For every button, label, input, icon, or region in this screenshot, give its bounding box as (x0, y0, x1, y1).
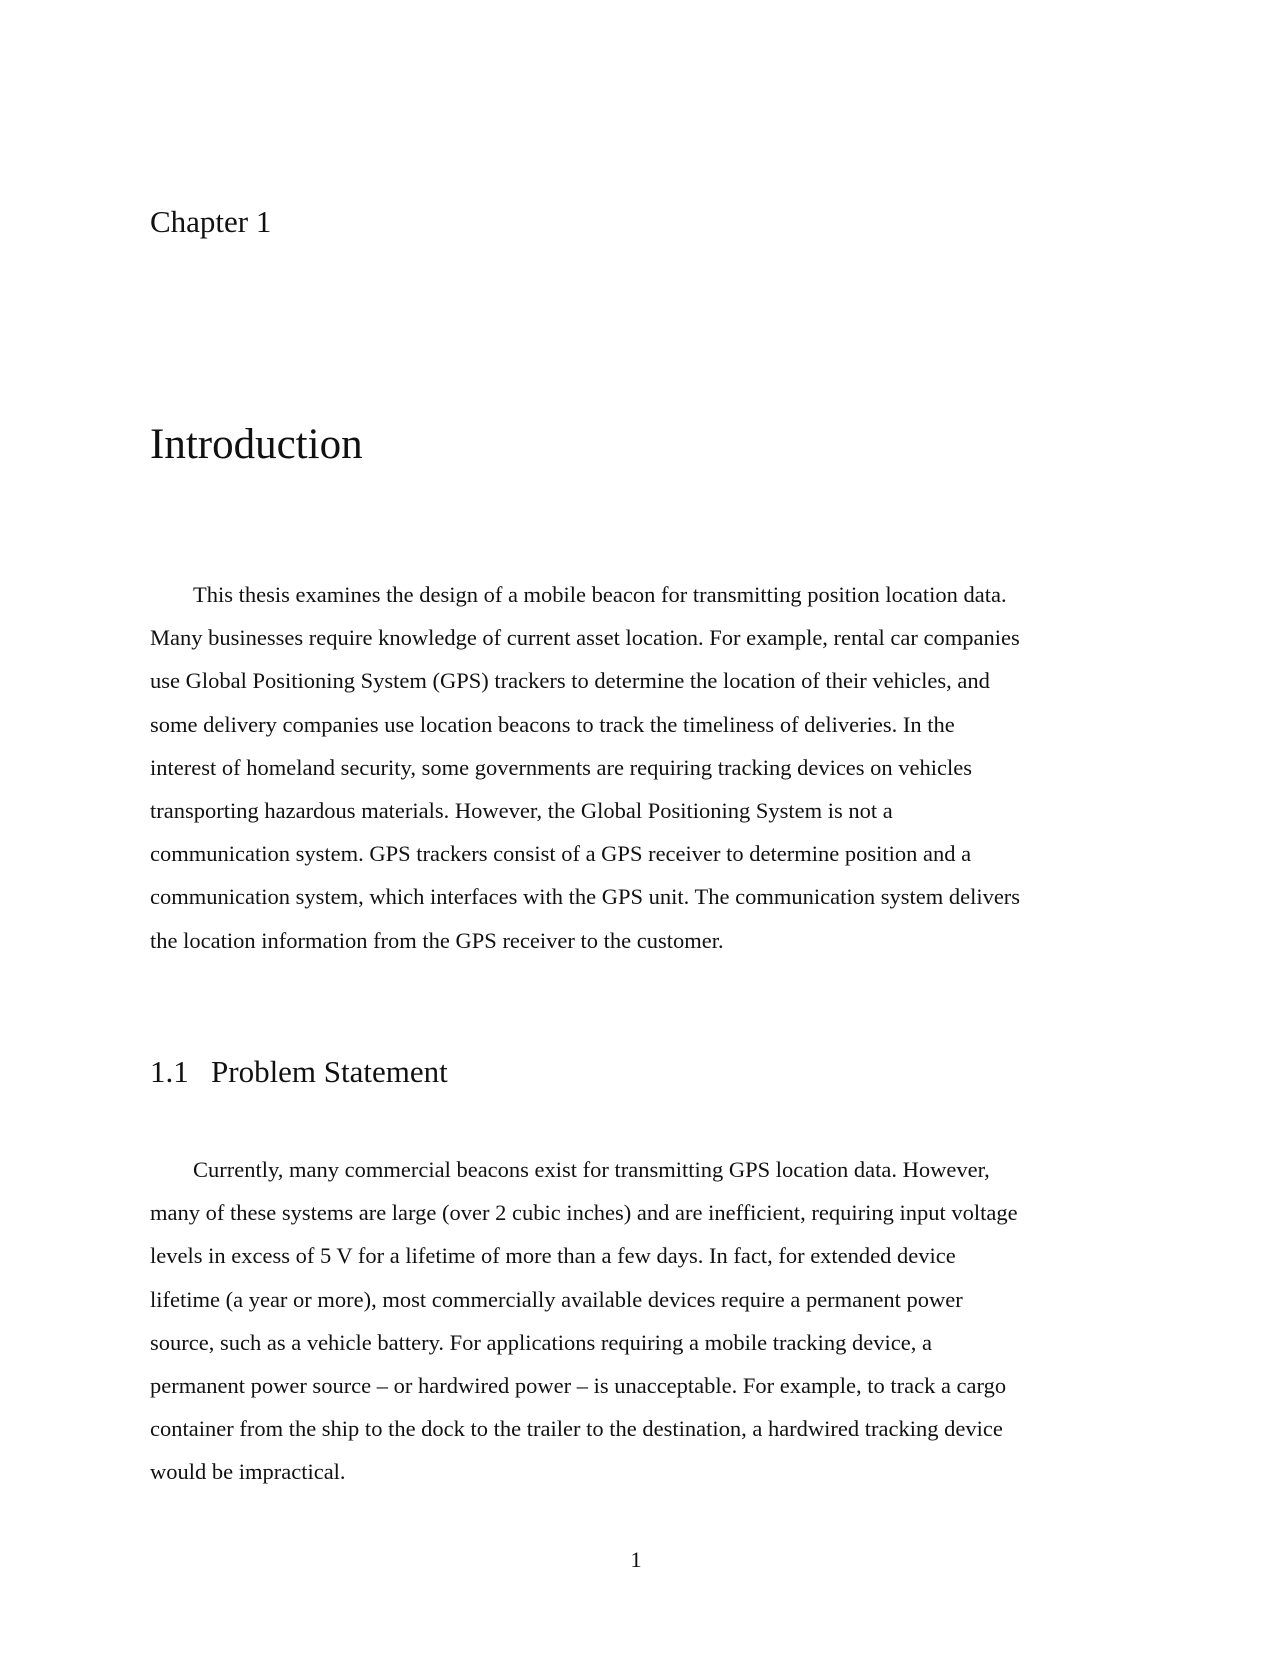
paragraph-line: container from the ship to the dock to the trailer to the destination, a hardwired tracking device (150, 1416, 1003, 1442)
paragraph-line: source, such as a vehicle battery. For applications requiring a mobile tracking device, a (150, 1329, 933, 1355)
paragraph-line: This thesis examines the design of a mobile beacon for transmitting position location data. (193, 582, 1007, 607)
section-number: 1.1 (150, 1054, 189, 1089)
chapter-label: Chapter 1 (150, 204, 272, 239)
section-title: Problem Statement (211, 1054, 448, 1089)
chapter-title: Introduction (150, 421, 363, 468)
intro-paragraph (150, 573, 1150, 962)
paragraph-line: use Global Positioning System (GPS) trackers to determine the location of their vehicles, and (150, 668, 990, 694)
paragraph-line: lifetime (a year or more), most commercially available devices require a permanent power (150, 1286, 963, 1312)
paragraph-line: permanent power source – or hardwired power – is unacceptable. For example, to track a cargo (150, 1372, 1007, 1398)
paragraph-line: would be impractical. (150, 1459, 346, 1485)
paragraph-line: many of these systems are large (over 2 cubic inches) and are inefficient, requiring input voltage (150, 1200, 1018, 1226)
paragraph-line: the location information from the GPS receiver to the customer. (150, 927, 724, 953)
paragraph-line: communication system, which interfaces with the GPS unit. The communication system delivers (150, 884, 1021, 910)
paragraph-line: transporting hazardous materials. However, the Global Positioning System is not a (150, 797, 893, 823)
page-number: 1 (630, 1547, 642, 1572)
section-heading (150, 1052, 448, 1092)
paragraph-line: interest of homeland security, some governments are requiring tracking devices on vehicles (150, 754, 973, 780)
paragraph-line: communication system. GPS trackers consist of a GPS receiver to determine position and a (150, 841, 972, 867)
paragraph-line: Many businesses require knowledge of current asset location. For example, rental car companies (150, 625, 1020, 651)
problem-statement-paragraph (150, 1148, 1150, 1494)
paragraph-line: Currently, many commercial beacons exist for transmitting GPS location data. However, (193, 1157, 990, 1182)
paragraph-line: some delivery companies use location beacons to track the timeliness of deliveries. In the (150, 711, 955, 737)
paragraph-line: levels in excess of 5 V for a lifetime of more than a few days. In fact, for extended device (150, 1243, 956, 1269)
